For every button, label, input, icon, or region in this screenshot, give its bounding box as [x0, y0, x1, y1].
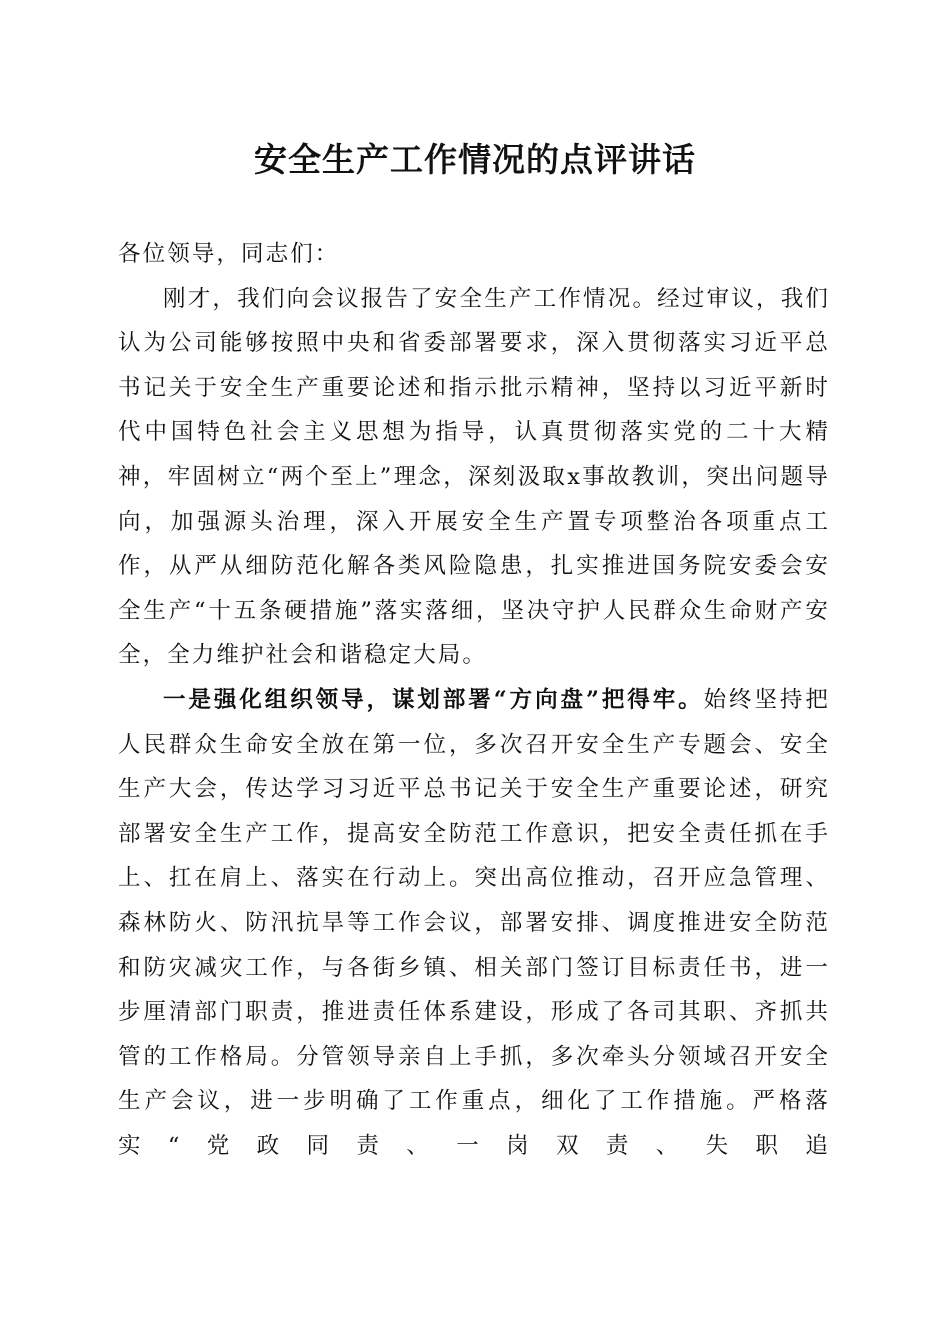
salutation: 各位领导，同志们：	[118, 241, 340, 267]
paragraph-text: 刚才，我们向会议报告了安全生产工作情况。经过审议，我们认为公司能够按照中央和省委部署要求，深入贯彻落实习近平总书记关于安全生产重要论述和指示批示精神，坚持以习近平新时代中国特色社会主义思想为指导，认真贯彻落实党的二十大精神，牢固树立“两个至上”理念，深刻汲取x事故教训，突出问题导向，加强源头治理，深入开展安全生产置专项整治各项重点工作，从严从细防范化解各类风险隐患，扎实推进国务院安委会安全生产“十五条硬措施”落实落细，坚决守护人民群众生命财产安全，全力维护社会和谐稳定大局。	[118, 285, 830, 669]
document-body	[118, 232, 830, 1168]
paragraph-text: 始终坚持把人民群众生命安全放在第一位，多次召开安全生产专题会、安全生产大会，传达学习习近平总书记关于安全生产重要论述，研究部署安全生产工作，提高安全防范工作意识，把安全责任抓在手上、扛在肩上、落实在行动上。突出高位推动，召开应急管理、森林防火、防汛抗旱等工作会议，部署安排、调度推进安全防范和防灾减灾工作，与各街乡镇、相关部门签订目标责任书，进一步厘清部门职责，推进责任体系建设，形成了各司其职、齐抓共管的工作格局。分管领导亲自上手抓，多次牵头分领域召开安全生产会议，进一步明确了工作重点，细化了工作措施。严格落实“党政同责、一岗双责、失职追	[118, 686, 830, 1159]
document-title: 安全生产工作情况的点评讲话	[254, 140, 696, 179]
paragraph-point-one	[118, 678, 830, 1169]
paragraph-intro	[118, 277, 830, 678]
paragraph-lead-heading: 一是强化组织领导，谋划部署“方向盘”把得牢。	[163, 686, 704, 713]
